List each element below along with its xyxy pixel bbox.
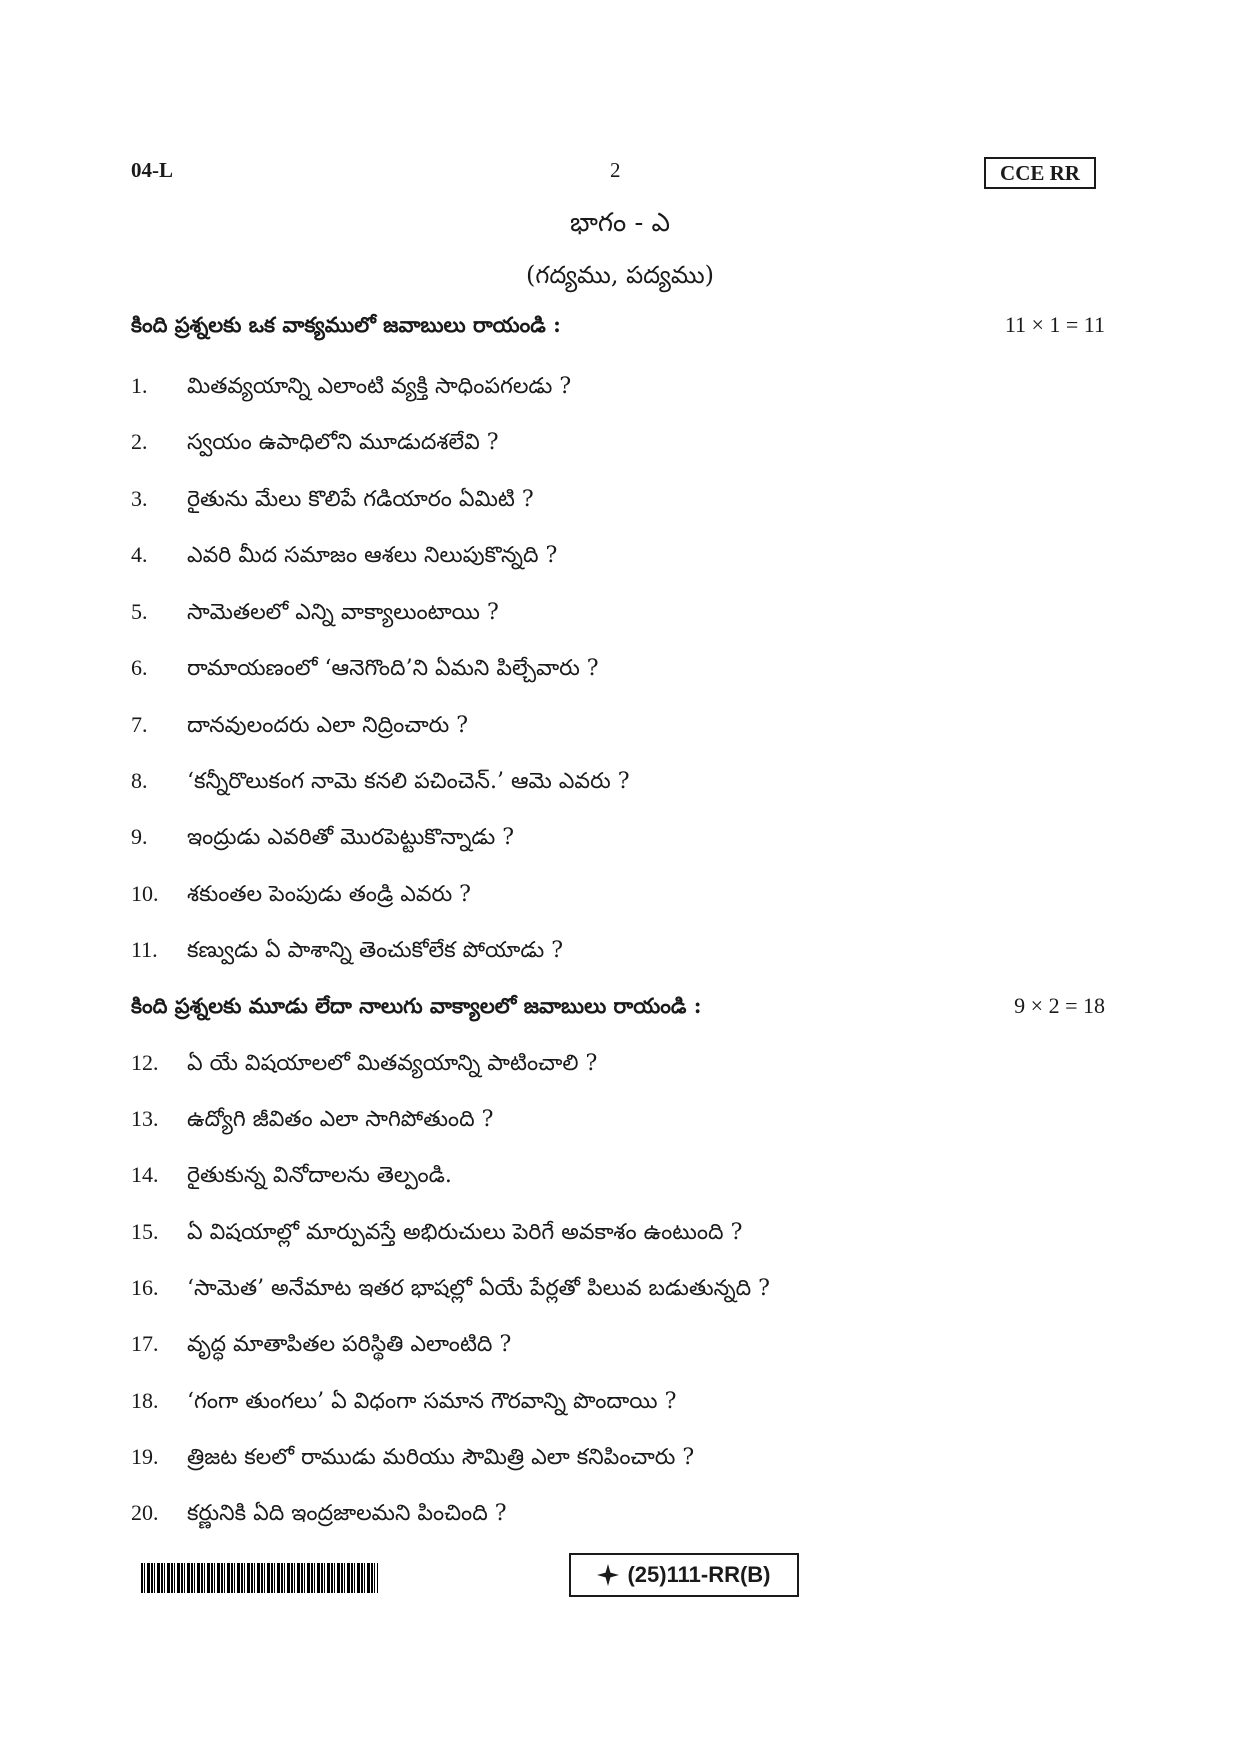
series-badge: CCE RR	[984, 157, 1096, 189]
question-number: 13.	[131, 1106, 159, 1131]
question-item	[131, 599, 499, 630]
section1-marks: 11 × 1 = 11	[1004, 312, 1105, 337]
question-item	[131, 1106, 493, 1137]
question-text: శకుంతల పెంపుడు తండ్రి ఎవరు ?	[187, 882, 471, 907]
question-number: 7.	[131, 712, 148, 737]
page-number: 2	[610, 158, 621, 182]
question-item	[131, 486, 534, 517]
question-text: రైతును మేలు కొలిపే గడియారం ఏమిటి ?	[187, 487, 534, 512]
question-text: మితవ్యయాన్ని ఎలాంటి వ్యక్తి సాధింపగలడు ?	[187, 374, 572, 399]
question-text: రైతుకున్న వినోదాలను తెల్పండి.	[187, 1163, 452, 1188]
question-number: 3.	[131, 486, 148, 511]
question-text: స్వయం ఉపాధిలోని మూడుదశలేవి ?	[187, 430, 499, 455]
question-item	[131, 768, 630, 799]
question-number: 19.	[131, 1444, 159, 1469]
question-item	[131, 542, 557, 573]
question-number: 8.	[131, 768, 148, 793]
question-item	[131, 373, 571, 404]
paper-code-text: (25)111-RR(B)	[627, 1562, 771, 1587]
paper-code-header: 04-L	[131, 158, 173, 182]
question-number: 14.	[131, 1162, 159, 1187]
question-text: కర్ణునికి ఏది ఇంద్రజాలమని పించింది ?	[187, 1501, 507, 1526]
four-point-star-icon	[597, 1564, 619, 1586]
section2-marks: 9 × 2 = 18	[1014, 993, 1105, 1018]
question-number: 20.	[131, 1500, 159, 1525]
question-item	[131, 655, 599, 686]
question-item	[131, 1500, 507, 1531]
question-number: 4.	[131, 542, 148, 567]
question-text: ఉద్యోగి జీవితం ఎలా సాగిపోతుంది ?	[187, 1107, 494, 1132]
question-text: ‘సామెత’ అనేమాట ఇతర భాషల్లో ఏయే పేర్లతో పిలువ బడుతున్నది ?	[187, 1276, 770, 1301]
question-text: ‘కన్నీరొలుకంగ నామె కనలి పచించెన్.’ ఆమె ఎవరు ?	[187, 769, 630, 794]
question-text: త్రిజట కలలో రాముడు మరియు సౌమిత్రి ఎలా కనిపించారు ?	[187, 1445, 695, 1470]
part-subtitle: (గద్యము, పద్యము)	[526, 261, 714, 289]
section2-instruction: కింది ప్రశ్నలకు మూడు లేదా నాలుగు వాక్యాలలో జవాబులు రాయండి :	[131, 993, 702, 1018]
question-number: 11.	[131, 937, 158, 962]
question-number: 5.	[131, 599, 148, 624]
question-item	[131, 1444, 694, 1475]
question-text: ‘గంగా తుంగలు’ ఏ విధంగా సమాన గౌరవాన్ని పొందాయి ?	[187, 1389, 677, 1414]
question-number: 17.	[131, 1331, 159, 1356]
question-number: 16.	[131, 1275, 159, 1300]
question-text: ఏ విషయాల్లో మార్పువస్తే అభిరుచులు పెరిగే అవకాశం ఉంటుంది ?	[187, 1220, 743, 1245]
question-text: రామాయణంలో ‘ఆనెగొంది’ని ఏమని పిల్చేవారు ?	[187, 656, 599, 681]
question-number: 10.	[131, 881, 159, 906]
paper-code-footer	[569, 1553, 799, 1597]
section1-instruction: కింది ప్రశ్నలకు ఒక వాక్యములో జవాబులు రాయండి :	[131, 312, 561, 337]
question-number: 9.	[131, 824, 148, 849]
question-number: 6.	[131, 655, 148, 680]
question-text: దానవులందరు ఎలా నిద్రించారు ?	[187, 713, 469, 738]
question-item	[131, 1219, 742, 1250]
question-text: వృద్ధ మాతాపితల పరిస్థితి ఎలాంటిది ?	[187, 1332, 512, 1357]
question-item	[131, 824, 514, 855]
question-number: 18.	[131, 1388, 159, 1413]
question-item	[131, 429, 499, 460]
question-item	[131, 712, 468, 743]
question-number: 12.	[131, 1050, 159, 1075]
question-item	[131, 937, 563, 968]
barcode	[141, 1563, 378, 1593]
question-text: కణ్వుడు ఏ పాశాన్ని తెంచుకోలేక పోయాడు ?	[187, 938, 564, 963]
question-item	[131, 1275, 770, 1306]
question-text: సామెతలలో ఎన్ని వాక్యాలుంటాయి ?	[187, 600, 499, 625]
part-title: భాగం - ఎ	[569, 208, 670, 238]
question-text: ఇంద్రుడు ఎవరితో మొరపెట్టుకొన్నాడు ?	[187, 825, 515, 850]
question-item	[131, 1331, 511, 1362]
question-text: ఏ యే విషయాలలో మితవ్యయాన్ని పాటించాలి ?	[187, 1051, 598, 1076]
question-number: 1.	[131, 373, 148, 398]
question-item	[131, 1050, 597, 1081]
question-text: ఎవరి మీద సమాజం ఆశలు నిలుపుకొన్నది ?	[187, 543, 558, 568]
question-item	[131, 1162, 452, 1193]
question-item	[131, 881, 471, 912]
question-number: 2.	[131, 429, 148, 454]
question-item	[131, 1388, 676, 1419]
question-number: 15.	[131, 1219, 159, 1244]
